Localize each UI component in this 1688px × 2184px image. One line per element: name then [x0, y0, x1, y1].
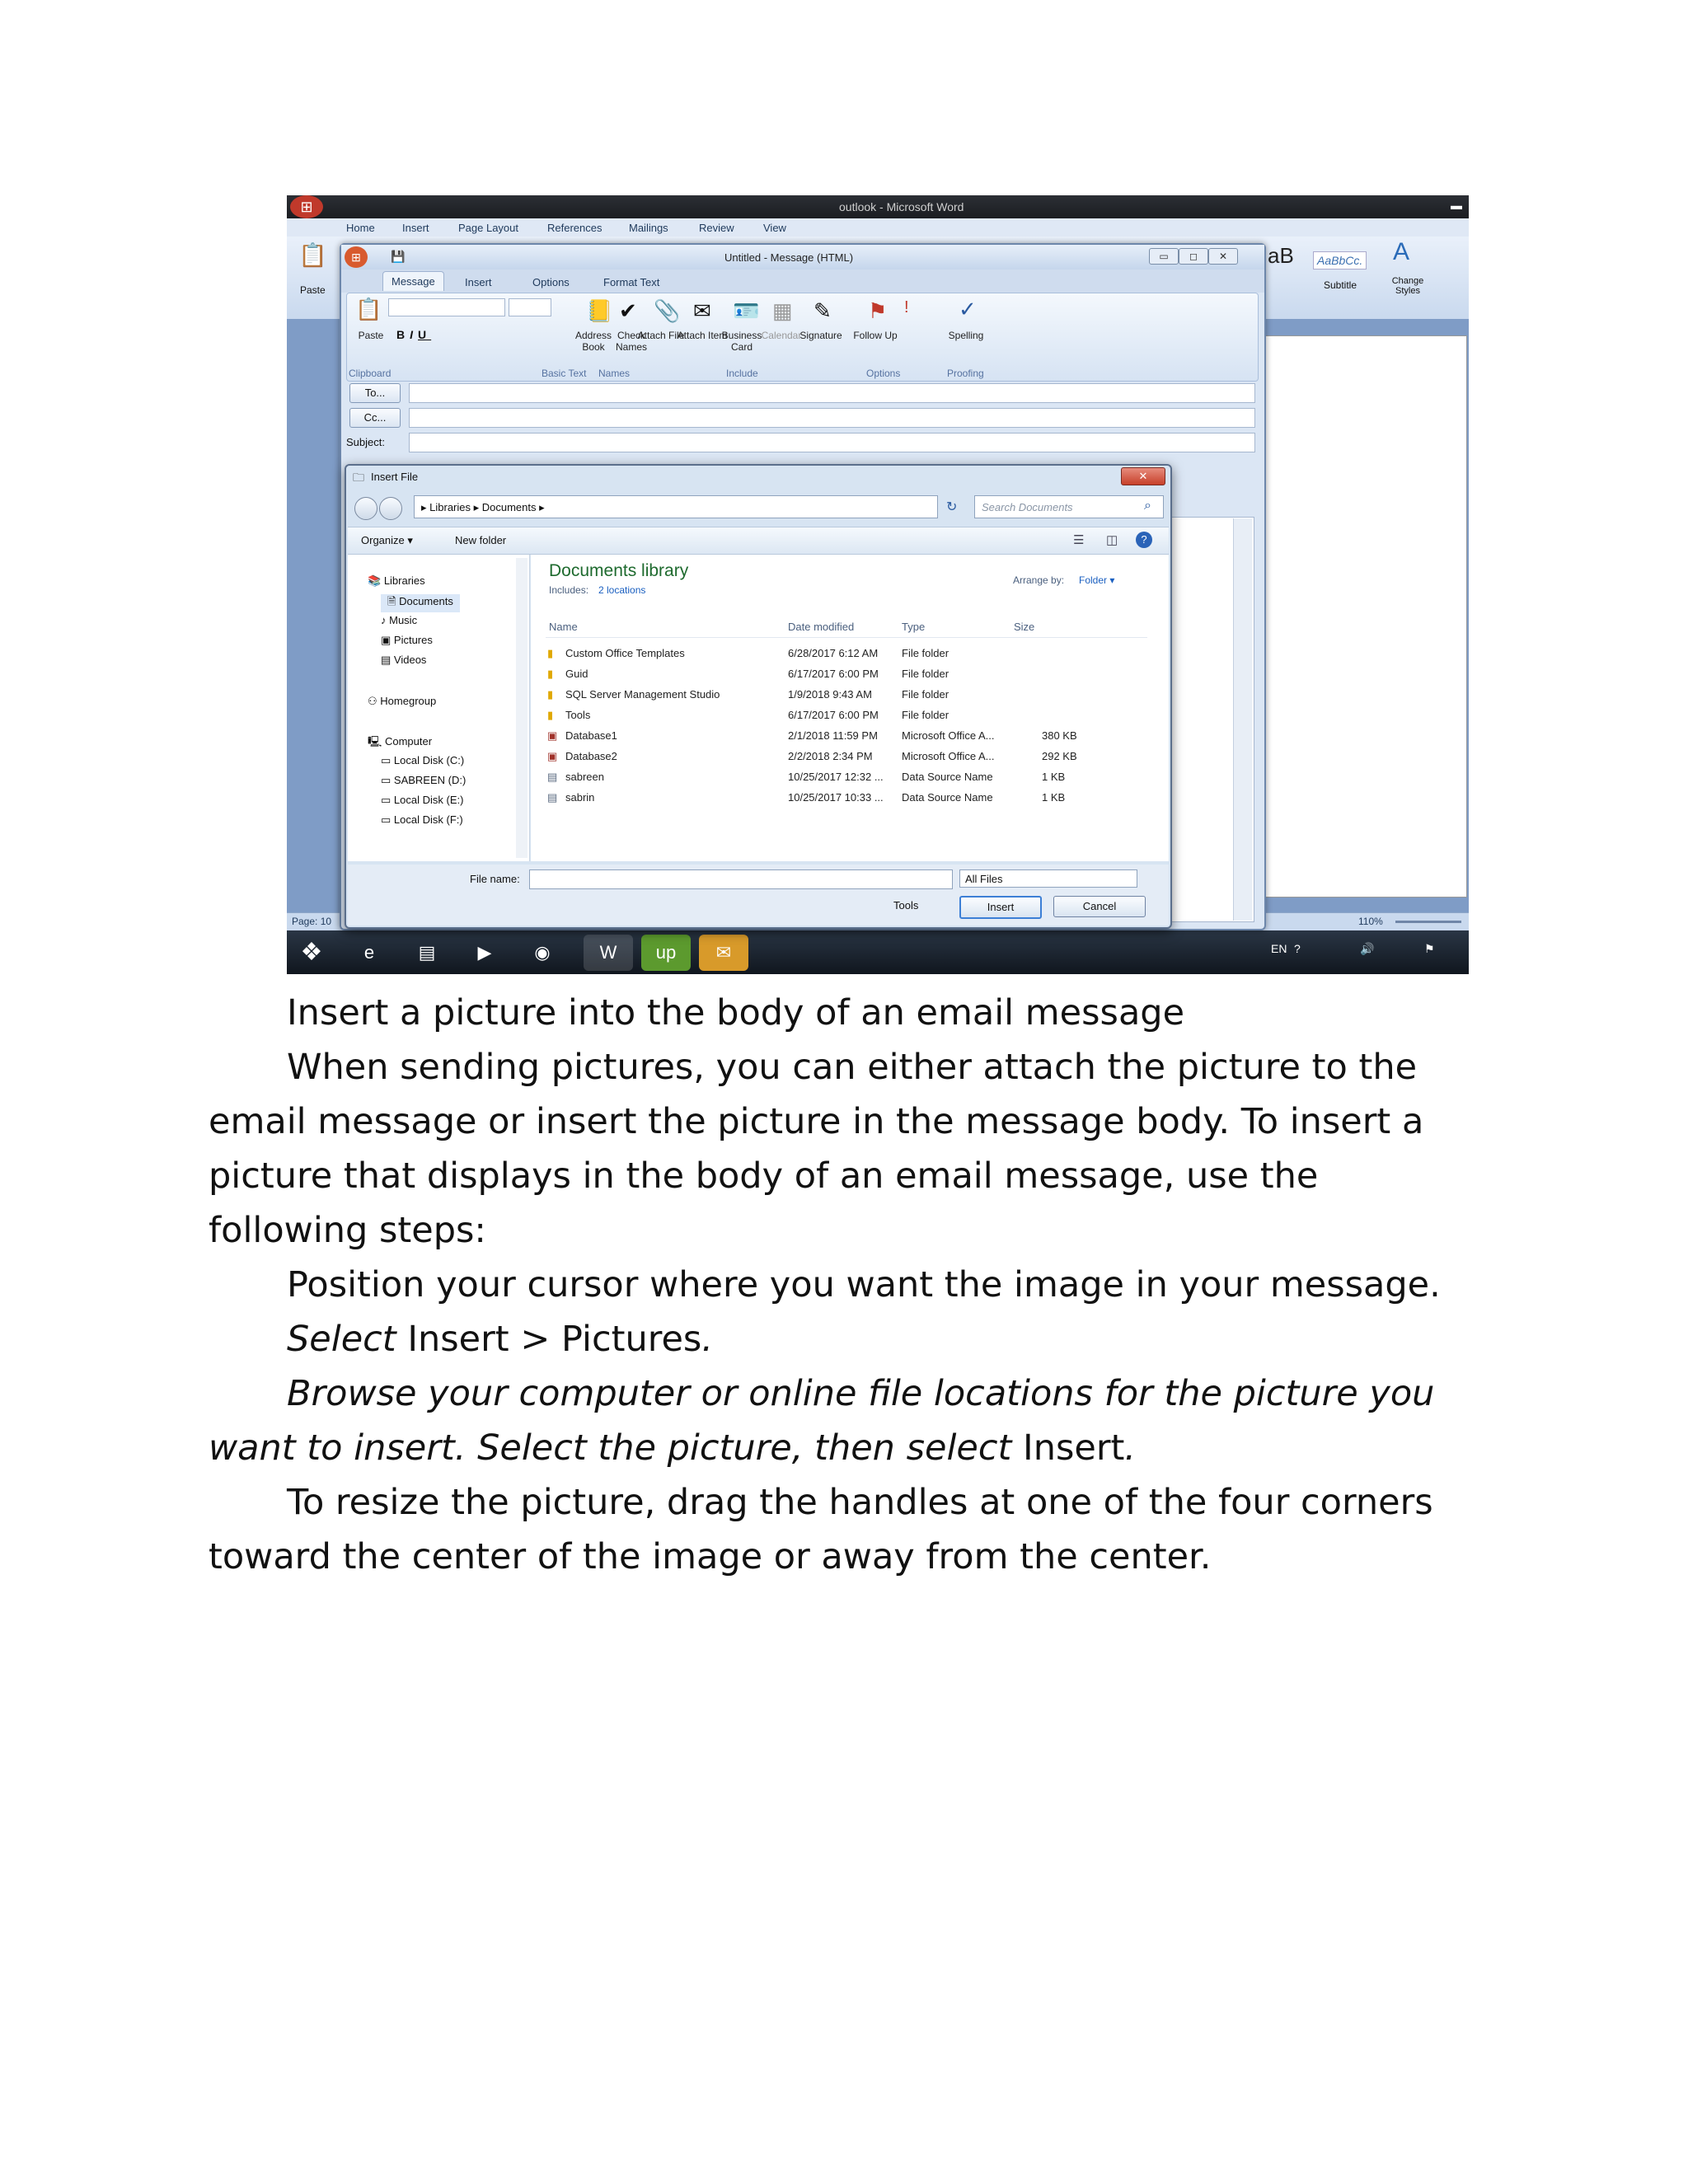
status-page: Page: 10 — [292, 916, 332, 927]
proofing-group-label: Proofing — [947, 368, 984, 379]
tab-message[interactable]: Message — [382, 271, 444, 291]
basic-text-group-label: Basic Text — [542, 368, 587, 379]
calendar-label: Calendar — [761, 330, 802, 341]
view-options-icon[interactable]: ☰ — [1073, 533, 1085, 547]
folder-icon: ▮ — [547, 647, 554, 659]
word-tab-home[interactable]: Home — [346, 222, 375, 234]
file-name: Guid — [565, 668, 588, 680]
high-importance-icon[interactable]: ! — [904, 298, 909, 316]
message-window-title: Untitled - Message (HTML) — [724, 251, 854, 264]
music-icon: ♪ — [381, 614, 390, 626]
nav-scrollbar[interactable] — [516, 558, 528, 858]
dialog-title-bar — [346, 466, 1170, 487]
file-date: 2/1/2018 11:59 PM — [788, 729, 878, 742]
bold-italic-underline-icons[interactable]: BIU — [396, 328, 432, 341]
step-3 — [209, 1366, 1470, 1475]
message-ribbon — [346, 293, 1259, 382]
file-name-input[interactable] — [529, 869, 953, 889]
cancel-button[interactable]: Cancel — [1053, 896, 1146, 917]
file-type: Microsoft Office A... — [902, 750, 995, 762]
refresh-icon[interactable]: ↻ — [946, 500, 958, 514]
minimize-button[interactable]: ▭ — [1149, 248, 1179, 265]
style-subtitle[interactable]: Subtitle — [1324, 279, 1357, 291]
close-button[interactable]: ✕ — [1208, 248, 1238, 265]
file-date: 6/17/2017 6:00 PM — [788, 668, 879, 680]
column-date[interactable]: Date modified — [788, 621, 855, 633]
attach-item-label: Attach Item — [677, 330, 728, 341]
cc-field[interactable] — [409, 408, 1255, 428]
business-card-icon[interactable]: 🪪 — [733, 298, 760, 323]
navigation-pane — [348, 555, 530, 861]
folder-icon: ▮ — [547, 709, 554, 721]
check-names-icon[interactable]: ✔ — [619, 298, 637, 323]
nav-disk-e[interactable] — [381, 794, 463, 807]
arrange-by-label: Arrange by: — [1013, 574, 1065, 586]
quick-access-save-icon[interactable]: 💾 — [391, 250, 406, 263]
section-heading — [209, 986, 1470, 1040]
step-3-period: . — [1124, 1427, 1137, 1469]
help-icon[interactable]: ? — [1294, 942, 1301, 955]
names-group-label: Names — [598, 368, 631, 379]
nav-disk-d-label: SABREEN (D:) — [393, 774, 467, 786]
step-4: To resize the picture, drag the handles at one of the four corners toward the center of the image or away from the center. — [209, 1482, 1433, 1577]
business-card-label: Business Card — [721, 330, 762, 353]
include-group-label: Include — [726, 368, 758, 379]
nav-computer[interactable] — [368, 734, 432, 752]
volume-icon[interactable]: 🔊 — [1360, 942, 1375, 955]
nav-disk-f-label: Local Disk (F:) — [393, 813, 463, 826]
signature-label: Signature — [799, 330, 842, 341]
file-size: 292 KB — [1042, 750, 1077, 762]
forward-icon[interactable] — [379, 497, 402, 520]
taskbar — [287, 930, 1469, 974]
file-type: Data Source Name — [902, 791, 993, 804]
media-player-icon[interactable]: ▶ — [477, 942, 492, 963]
step-2 — [209, 1312, 1470, 1366]
nav-documents-label: Documents — [399, 595, 453, 607]
pictures-icon: ▣ — [381, 634, 394, 646]
file-name: sabreen — [565, 771, 604, 783]
documents-icon: 🗎 — [387, 595, 400, 607]
word-tab-view[interactable]: View — [763, 222, 786, 234]
word-taskbar-icon[interactable]: W — [584, 935, 633, 971]
step-2-period: . — [701, 1319, 713, 1360]
file-list-pane — [531, 555, 1169, 861]
file-type: File folder — [902, 709, 950, 721]
file-date: 2/2/2018 2:34 PM — [788, 750, 873, 762]
nav-homegroup[interactable] — [368, 695, 436, 708]
step-2-menu-path: Insert > Pictures — [396, 1319, 702, 1360]
file-name-label: File name: — [470, 873, 520, 885]
word-tab-references[interactable]: References — [547, 222, 603, 234]
file-date: 6/17/2017 6:00 PM — [788, 709, 879, 721]
access-database-icon: ▣ — [547, 750, 558, 762]
chrome-icon[interactable]: ◉ — [534, 942, 551, 963]
screenshot-image — [287, 195, 1469, 974]
zoom-level[interactable]: 110% — [1358, 916, 1383, 927]
zoom-slider[interactable] — [1395, 921, 1461, 923]
clipboard-group-label: Clipboard — [349, 368, 392, 379]
message-ribbon-tabs — [341, 269, 1264, 293]
table-row[interactable] — [547, 788, 1157, 808]
nav-libraries[interactable] — [368, 574, 425, 588]
file-name: Custom Office Templates — [565, 647, 685, 659]
nav-disk-e-label: Local Disk (E:) — [393, 794, 464, 806]
file-type-select[interactable]: All Files — [959, 869, 1137, 888]
attach-item-icon[interactable]: ✉ — [693, 298, 711, 323]
disk-icon: ▭ — [381, 754, 394, 766]
spelling-label: Spelling — [948, 330, 984, 341]
nav-homegroup-label: Homegroup — [380, 695, 437, 707]
word-tab-page-layout[interactable]: Page Layout — [458, 222, 519, 234]
disk-icon: ▭ — [381, 794, 394, 806]
file-type: File folder — [902, 688, 950, 701]
disk-icon: ▭ — [381, 774, 394, 786]
disk-icon: ▭ — [381, 813, 394, 826]
file-type: Microsoft Office A... — [902, 729, 995, 742]
nav-computer-label: Computer — [384, 735, 433, 748]
attach-file-icon[interactable]: 📎 — [654, 298, 681, 323]
search-icon[interactable]: ⌕ — [1144, 499, 1151, 513]
step-3-text: Browse your computer or online file locations for the picture you want to insert. Select the picture, then select — [209, 1373, 1435, 1469]
nav-videos[interactable] — [381, 654, 426, 667]
data-source-icon: ▤ — [547, 791, 558, 804]
tab-format-text[interactable]: Format Text — [603, 276, 660, 288]
command-bar — [348, 527, 1169, 555]
outlook-taskbar-icon[interactable]: ✉ — [699, 935, 748, 971]
font-name-box[interactable] — [388, 298, 505, 316]
insert-file-icon: 🗀 — [353, 471, 364, 484]
check-names-label: Check Names — [615, 330, 647, 353]
new-folder-button[interactable]: New folder — [455, 534, 507, 546]
subject-label: Subject: — [346, 436, 385, 448]
style-title[interactable]: aB — [1268, 243, 1294, 268]
folder-icon: ▮ — [547, 688, 554, 701]
column-name[interactable]: Name — [549, 621, 578, 633]
attach-file-label: Attach File — [637, 330, 685, 341]
spelling-icon[interactable]: ✓ — [959, 297, 977, 321]
nav-disk-f[interactable] — [381, 813, 463, 827]
to-button[interactable]: To... — [349, 383, 401, 403]
intro-paragraph: When sending pictures, you can either attach the picture to the email message or insert the picture in the message body. To insert a picture that displays in the body of an email message, use the following steps: — [209, 1047, 1424, 1251]
column-size[interactable]: Size — [1014, 621, 1035, 633]
step-1: Position your cursor where you want the image in your message. — [287, 1264, 1441, 1305]
file-name: sabrin — [565, 791, 595, 804]
office-orb-icon[interactable]: ⊞ — [345, 246, 368, 268]
flag-icon[interactable]: ⚑ — [1424, 942, 1435, 955]
word-tab-review[interactable]: Review — [699, 222, 734, 234]
style-sample[interactable]: AaBbCc. — [1313, 251, 1367, 269]
library-title: Documents library — [549, 561, 689, 580]
message-title-bar — [341, 245, 1264, 269]
table-row[interactable] — [547, 685, 1157, 705]
step-3-insert: Insert — [1011, 1427, 1125, 1469]
change-styles-icon[interactable]: A — [1393, 238, 1410, 265]
tab-options[interactable]: Options — [532, 276, 570, 288]
paste-label: Paste — [358, 330, 384, 341]
nav-disk-c-label: Local Disk (C:) — [393, 754, 465, 766]
help-icon[interactable]: ? — [1136, 532, 1152, 548]
word-tab-insert[interactable]: Insert — [402, 222, 429, 234]
word-ribbon-tabs — [287, 218, 1469, 237]
address-book-icon[interactable]: 📒 — [586, 298, 613, 323]
arrange-by-value[interactable]: Folder ▾ — [1079, 574, 1115, 586]
options-group-label: Options — [866, 368, 901, 379]
insert-file-dialog — [345, 464, 1172, 929]
table-row[interactable] — [547, 747, 1157, 766]
nav-pictures[interactable] — [381, 634, 433, 647]
file-date: 10/25/2017 10:33 ... — [788, 791, 884, 804]
file-type: Data Source Name — [902, 771, 993, 783]
file-name: Database2 — [565, 750, 617, 762]
nav-documents[interactable] — [381, 594, 460, 612]
data-source-icon: ▤ — [547, 771, 558, 783]
dialog-close-icon[interactable]: ✕ — [1121, 467, 1165, 485]
column-type[interactable]: Type — [902, 621, 926, 633]
dialog-title: Insert File — [371, 471, 419, 483]
organize-menu[interactable]: Organize ▾ — [361, 534, 413, 546]
table-row[interactable] — [547, 644, 1157, 663]
office-button-icon[interactable]: ⊞ — [290, 195, 323, 218]
file-date: 6/28/2017 6:12 AM — [788, 647, 879, 659]
file-date: 1/9/2018 9:43 AM — [788, 688, 872, 701]
includes-link[interactable]: 2 locations — [598, 584, 646, 596]
heading-text: Insert a picture into the body of an email message — [287, 992, 1185, 1033]
table-row[interactable] — [547, 664, 1157, 684]
change-styles-label: Change Styles — [1391, 276, 1424, 296]
internet-explorer-icon[interactable]: e — [363, 942, 375, 963]
maximize-button[interactable]: ◻ — [1179, 248, 1208, 265]
to-field[interactable] — [409, 383, 1255, 403]
start-button-icon[interactable]: ❖ — [300, 939, 323, 966]
paste-icon[interactable]: 📋 — [355, 297, 382, 321]
address-book-label: Address Book — [574, 330, 612, 353]
videos-icon: ▤ — [381, 654, 394, 666]
search-input[interactable]: Search Documents — [974, 495, 1164, 518]
tools-menu[interactable]: Tools — [893, 899, 919, 912]
computer-icon: 🖳 — [368, 735, 385, 748]
access-database-icon: ▣ — [547, 729, 558, 742]
library-icon: 📚 — [368, 574, 384, 587]
nav-libraries-label: Libraries — [383, 574, 425, 587]
file-name: Tools — [565, 709, 591, 721]
nav-music[interactable] — [381, 614, 417, 626]
message-scrollbar[interactable] — [1233, 518, 1252, 921]
subject-field[interactable] — [409, 433, 1255, 452]
file-size: 1 KB — [1042, 771, 1066, 783]
paste-icon[interactable]: 📋 — [298, 242, 327, 268]
step-2-select: Select — [287, 1319, 396, 1360]
word-title-bar — [287, 195, 1469, 218]
file-date: 10/25/2017 12:32 ... — [788, 771, 884, 783]
file-name: Database1 — [565, 729, 617, 742]
header-divider — [546, 637, 1147, 638]
minimize-icon[interactable]: ▬ — [1451, 199, 1462, 212]
cc-button[interactable]: Cc... — [349, 408, 401, 428]
table-row[interactable] — [547, 726, 1157, 746]
nav-disk-d[interactable] — [381, 774, 466, 787]
preview-pane-icon[interactable]: ◫ — [1106, 533, 1118, 547]
breadcrumb[interactable]: ▸ Libraries ▸ Documents ▸ — [414, 495, 938, 518]
nav-videos-label: Videos — [393, 654, 427, 666]
homegroup-icon: ⚇ — [368, 695, 381, 707]
upwork-icon[interactable]: up — [641, 935, 691, 971]
table-row[interactable] — [547, 705, 1157, 725]
font-size-box[interactable] — [509, 298, 551, 316]
folder-icon: ▮ — [547, 668, 554, 680]
file-type: File folder — [902, 668, 950, 680]
file-name: SQL Server Management Studio — [565, 688, 720, 701]
file-size: 380 KB — [1042, 729, 1077, 742]
file-size: 1 KB — [1042, 791, 1066, 804]
back-icon[interactable] — [354, 497, 377, 520]
word-page — [1259, 335, 1467, 898]
nav-disk-c[interactable] — [381, 754, 464, 767]
includes-label: Includes: — [549, 584, 589, 596]
file-explorer-icon[interactable]: ▤ — [418, 942, 436, 963]
word-window-title: outlook - Microsoft Word — [839, 200, 964, 213]
word-tab-mailings[interactable]: Mailings — [629, 222, 668, 234]
calendar-icon[interactable]: ▦ — [772, 298, 793, 323]
nav-pictures-label: Pictures — [393, 634, 433, 646]
language-indicator[interactable]: EN — [1271, 942, 1287, 955]
follow-up-flag-icon[interactable]: ⚑ — [868, 298, 888, 323]
follow-up-label: Follow Up — [853, 330, 898, 341]
nav-music-label: Music — [389, 614, 418, 626]
file-name-area — [348, 865, 1169, 926]
table-row[interactable] — [547, 767, 1157, 787]
tab-insert[interactable]: Insert — [465, 276, 492, 288]
file-type: File folder — [902, 647, 950, 659]
signature-icon[interactable]: ✎ — [814, 298, 832, 323]
word-paste-label: Paste — [300, 284, 326, 296]
insert-button[interactable]: Insert — [959, 896, 1042, 919]
